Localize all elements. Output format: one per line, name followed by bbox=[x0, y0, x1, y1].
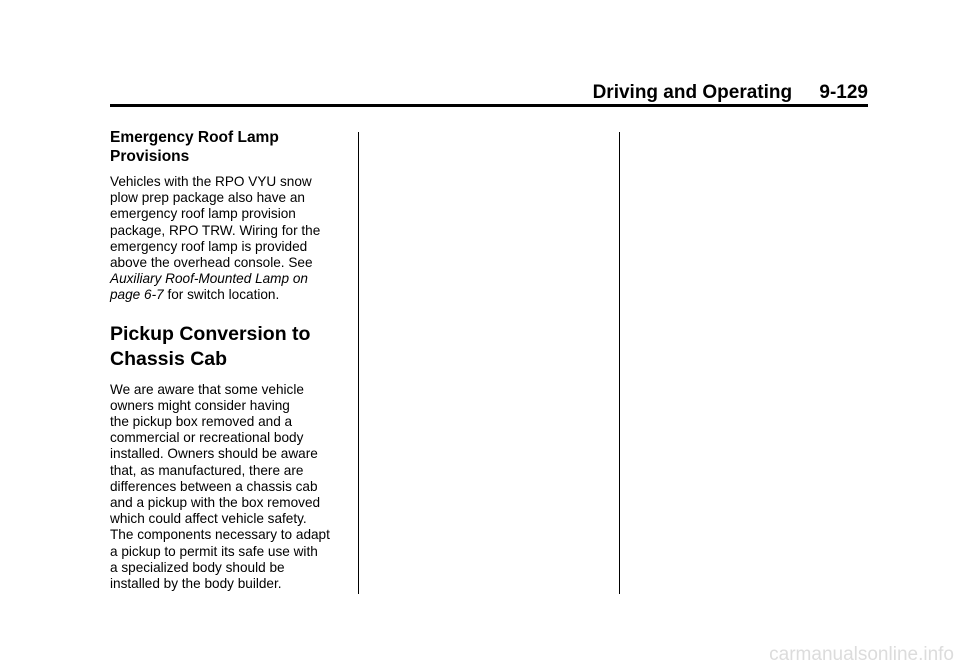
text-line: installed. Owners should be aware bbox=[110, 446, 318, 462]
text-line: emergency roof lamp provision bbox=[110, 206, 296, 222]
page-header bbox=[593, 82, 868, 104]
emergency-roof-lamp-heading bbox=[110, 128, 352, 166]
text-line: for switch location. bbox=[163, 287, 280, 303]
column-divider-2 bbox=[619, 132, 620, 594]
pickup-conversion-heading bbox=[110, 322, 352, 372]
watermark: carmanualsonline.info bbox=[769, 644, 954, 665]
text-line: the pickup box removed and a bbox=[110, 414, 293, 430]
section-title: Driving and Operating bbox=[592, 82, 793, 103]
header-rule bbox=[110, 104, 868, 107]
text-line: We are aware that some vehicle bbox=[110, 381, 304, 397]
text-line: above the overhead console. See bbox=[110, 255, 313, 271]
text-line: commercial or recreational body bbox=[110, 430, 304, 446]
text-line: differences between a chassis cab bbox=[110, 478, 318, 494]
text-line: that, as manufactured, there are bbox=[110, 462, 304, 478]
text-line: a specialized body should be bbox=[110, 559, 285, 575]
cross-reference-page-link[interactable]: page 6-7 bbox=[110, 287, 164, 303]
cross-reference-link[interactable]: Auxiliary Roof-Mounted Lamp on bbox=[110, 271, 308, 287]
column-divider-1 bbox=[358, 132, 359, 594]
text-line: and a pickup with the box removed bbox=[110, 495, 321, 511]
text-line: Vehicles with the RPO VYU snow bbox=[110, 174, 312, 189]
heading-line: Emergency Roof Lamp bbox=[110, 129, 279, 146]
heading-line: Chassis Cab bbox=[110, 347, 228, 370]
text-line: plow prep package also have an bbox=[110, 190, 305, 206]
text-line: installed by the body builder. bbox=[110, 576, 282, 592]
left-column bbox=[110, 128, 352, 592]
pickup-conversion-paragraph bbox=[110, 382, 352, 593]
heading-line: Pickup Conversion to bbox=[110, 322, 311, 345]
page-number: 9-129 bbox=[819, 82, 868, 103]
text-line: The components necessary to adapt bbox=[110, 527, 330, 543]
text-line: owners might consider having bbox=[110, 397, 290, 413]
text-line: package, RPO TRW. Wiring for the bbox=[110, 222, 321, 238]
text-line: which could affect vehicle safety. bbox=[110, 511, 307, 527]
text-line: emergency roof lamp is provided bbox=[110, 238, 308, 254]
text-line: a pickup to permit its safe use with bbox=[110, 543, 318, 559]
heading-line: Provisions bbox=[110, 148, 190, 165]
emergency-roof-lamp-paragraph bbox=[110, 174, 352, 304]
